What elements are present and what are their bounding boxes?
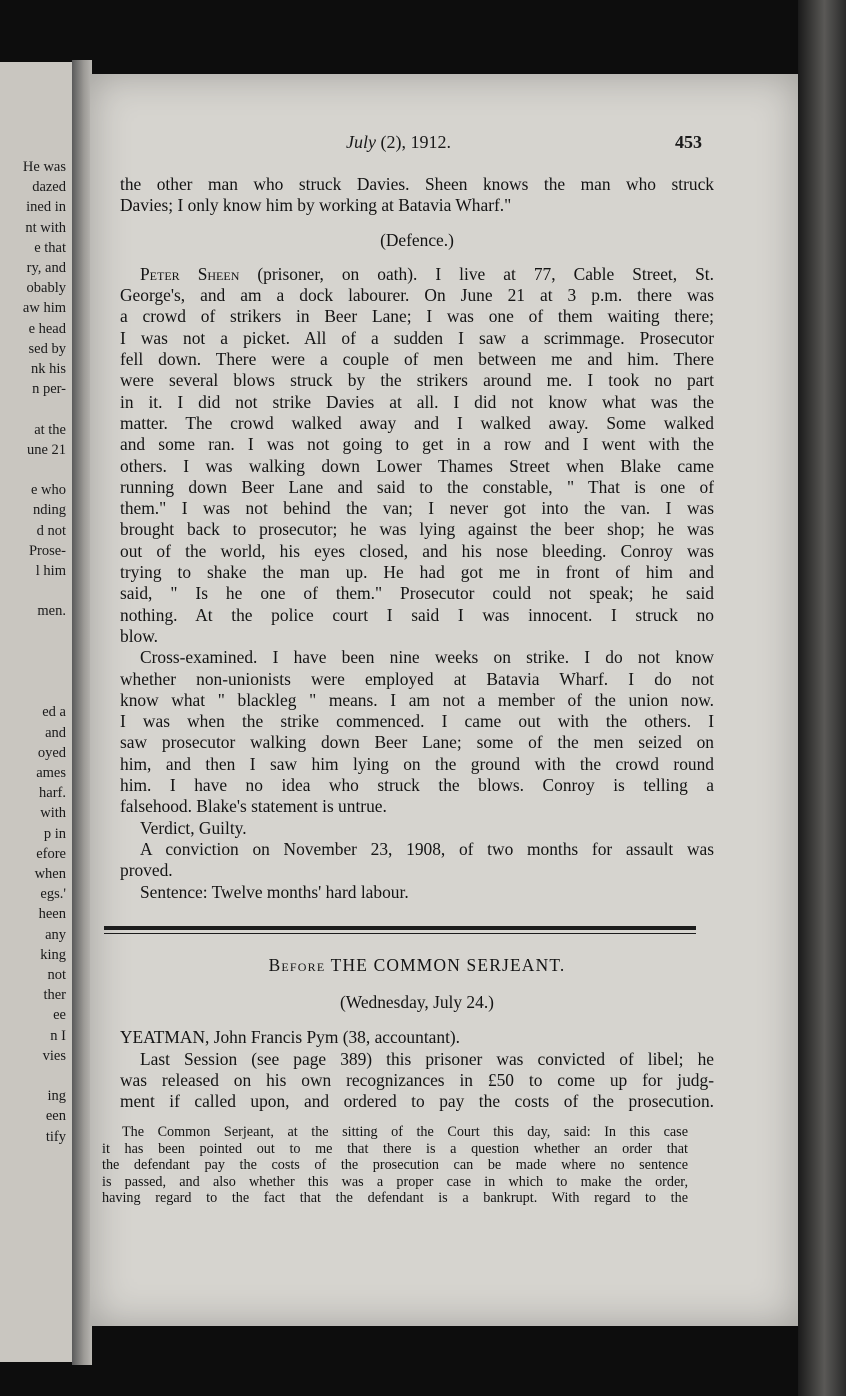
left-page-fragment: Prose-: [28, 542, 66, 559]
verdict: Verdict, Guilty.: [140, 817, 247, 838]
left-page-fragment: p in: [43, 825, 66, 842]
left-page-fragment: king: [40, 946, 66, 963]
text-line: said, " Is he one of them." Prosecutor could not speak; he said: [120, 583, 714, 604]
left-page-fragment: when: [34, 866, 66, 882]
text-line: the other man who struck Davies. Sheen knows the man who struck: [120, 174, 714, 194]
left-page-fragment: n I: [50, 1027, 66, 1044]
text-line: know what " blackleg " means. I am not a member of the union now.: [120, 689, 714, 710]
sentence: Sentence: Twelve months' hard labour.: [140, 881, 409, 902]
small-text-line: it has been pointed out to me that there is a question whether an order that: [102, 1140, 688, 1157]
small-print-paragraph: [102, 1124, 688, 1207]
left-page-fragment: l him: [35, 563, 66, 579]
left-page-fragment: aw him: [22, 300, 66, 317]
right-page-edge: [798, 0, 846, 1396]
left-page-fragment: une 21: [26, 441, 66, 458]
page-number: 453: [675, 132, 702, 152]
text-line: were several blows struck by the strikers around me. I took no part: [120, 370, 714, 391]
left-page-fragment: e who: [30, 482, 66, 499]
left-page-fragment: with: [40, 805, 66, 822]
section-divider: [104, 926, 696, 934]
text-line: proved.: [120, 860, 173, 881]
text-line: him. I have no idea who struck the blows. Conroy is telling a: [120, 775, 714, 796]
text-line: trying to shake the man up. He had got me in front of him and: [120, 562, 714, 583]
left-page-fragment: tify: [45, 1128, 66, 1145]
text-line: nothing. At the police court I said I was innocent. I struck no: [120, 604, 714, 625]
text-line: them." I was not behind the van; I never got into the van. I was: [120, 498, 714, 519]
text-line: I was when the strike commenced. I came out with the others. I: [120, 711, 714, 732]
left-page-fragment: He was: [22, 159, 66, 175]
text-line: out of the world, his eyes closed, and his nose bleeding. Conroy was: [120, 540, 714, 561]
text-line: fell down. There were a couple of men between me and him. There: [120, 349, 714, 370]
text-line: brought back to prosecutor; he was lying against the beer shop; he was: [120, 519, 714, 540]
left-page-fragment: ed a: [42, 704, 66, 721]
book-gutter: [72, 60, 92, 1365]
left-page-fragment: nding: [32, 502, 66, 519]
left-page-fragment: any: [45, 926, 66, 943]
left-page-fragment: and: [45, 724, 66, 741]
text-line: Cross-examined. I have been nine weeks on strike. I do not know: [140, 647, 714, 668]
small-text-line: The Common Serjeant, at the sitting of the Court this day, said: In this case: [122, 1124, 688, 1140]
divider-thin-rule: [104, 933, 696, 934]
text-line: others. I was walking down Lower Thames Street when Blake came: [120, 455, 714, 476]
text-line: in it. I did not strike Davies at all. I did not know what was the: [120, 391, 714, 412]
left-page-fragment: egs.': [40, 886, 66, 903]
text-line: was released on his own recognizances in £50 to come up for judg-: [120, 1069, 714, 1090]
text-line: Davies; I only know him by working at Batavia Wharf.": [120, 195, 512, 216]
left-page-fragment: nt with: [25, 219, 66, 236]
text-line: George's, and am a dock labourer. On June 21 at 3 p.m. there was: [120, 285, 714, 306]
left-page-fragment: obably: [26, 280, 66, 297]
left-page-fragment: efore: [36, 845, 66, 862]
text-line: Last Session (see page 389) this prisoner was convicted of libel; he: [140, 1048, 714, 1069]
left-page-fragment: oyed: [37, 744, 66, 761]
left-page-fragment: d not: [36, 522, 66, 539]
section-heading: Before THE COMMON SERJEANT.: [268, 954, 566, 975]
small-text-line: having regard to the fact that the defendant is a bankrupt. With regard to the: [102, 1190, 688, 1207]
text-line: and some ran. I was not going to get in a row and I went with the: [120, 434, 714, 455]
text-line: Peter Sheen (prisoner, on oath). I live at 77, Cable Street, St.: [140, 263, 714, 284]
left-page-fragment: nk his: [30, 361, 66, 377]
text-line: falsehood. Blake's statement is untrue.: [120, 796, 387, 817]
text-line: A conviction on November 23, 1908, of two months for assault was: [140, 838, 714, 859]
left-facing-page: [0, 62, 74, 1362]
left-page-fragment: harf.: [39, 785, 66, 802]
left-page-fragment: e that: [34, 239, 66, 256]
left-page-fragment: not: [47, 967, 66, 983]
left-page-fragment: ee: [53, 1007, 66, 1024]
left-page-fragment: vies: [42, 1047, 66, 1064]
defence-heading: (Defence.): [380, 229, 454, 250]
left-page-fragment: ames: [36, 765, 66, 781]
left-page-fragment: at the: [34, 421, 66, 438]
text-line: I was not a picket. All of a sudden I saw a scrimmage. Prosecutor: [120, 327, 714, 348]
running-header: [90, 132, 798, 158]
text-line: a crowd of strikers in Beer Lane; I was one of them waiting there;: [120, 306, 714, 327]
left-page-fragment: ther: [43, 987, 66, 1004]
main-page: [90, 74, 798, 1326]
small-text-line: the defendant pay the costs of the prosecution can be made where no sentence: [102, 1157, 688, 1174]
text-line: matter. The crowd walked away and I walked away. Some walked: [120, 412, 714, 433]
left-page-fragment: ry, and: [26, 260, 66, 276]
divider-thick-rule: [104, 926, 696, 930]
left-page-fragment: heen: [38, 906, 66, 923]
page-body: [120, 174, 714, 1113]
small-text-line: is passed, and also whether this was a proper case in which to make the order,: [102, 1173, 688, 1190]
left-page-fragment: men.: [37, 603, 66, 620]
text-line: ment if called upon, and ordered to pay the costs of the prosecution.: [120, 1091, 714, 1112]
text-line: him, and then I saw him lying on the ground with the crowd round: [120, 753, 714, 774]
text-line: blow.: [120, 625, 158, 646]
left-page-fragment: sed by: [28, 340, 66, 357]
left-page-fragment: ined in: [26, 199, 66, 216]
text-line: running down Beer Lane and said to the constable, " That is one of: [120, 476, 714, 497]
header-date: July (2), 1912.: [346, 132, 451, 152]
left-page-fragment: een: [45, 1108, 66, 1125]
text-line: saw prosecutor walking down Beer Lane; some of the men seized on: [120, 732, 714, 753]
case-title: YEATMAN, John Francis Pym (38, accountant).: [120, 1027, 461, 1048]
left-page-fragment: e head: [28, 320, 66, 337]
defendant-name: Peter Sheen: [140, 263, 240, 284]
left-page-fragment: n per-: [32, 381, 66, 398]
left-page-fragment: ing: [47, 1088, 66, 1105]
session-date: (Wednesday, July 24.): [340, 992, 494, 1013]
left-page-fragment: dazed: [32, 179, 66, 196]
text-line: whether non-unionists were employed at Batavia Wharf. I do not: [120, 668, 714, 689]
